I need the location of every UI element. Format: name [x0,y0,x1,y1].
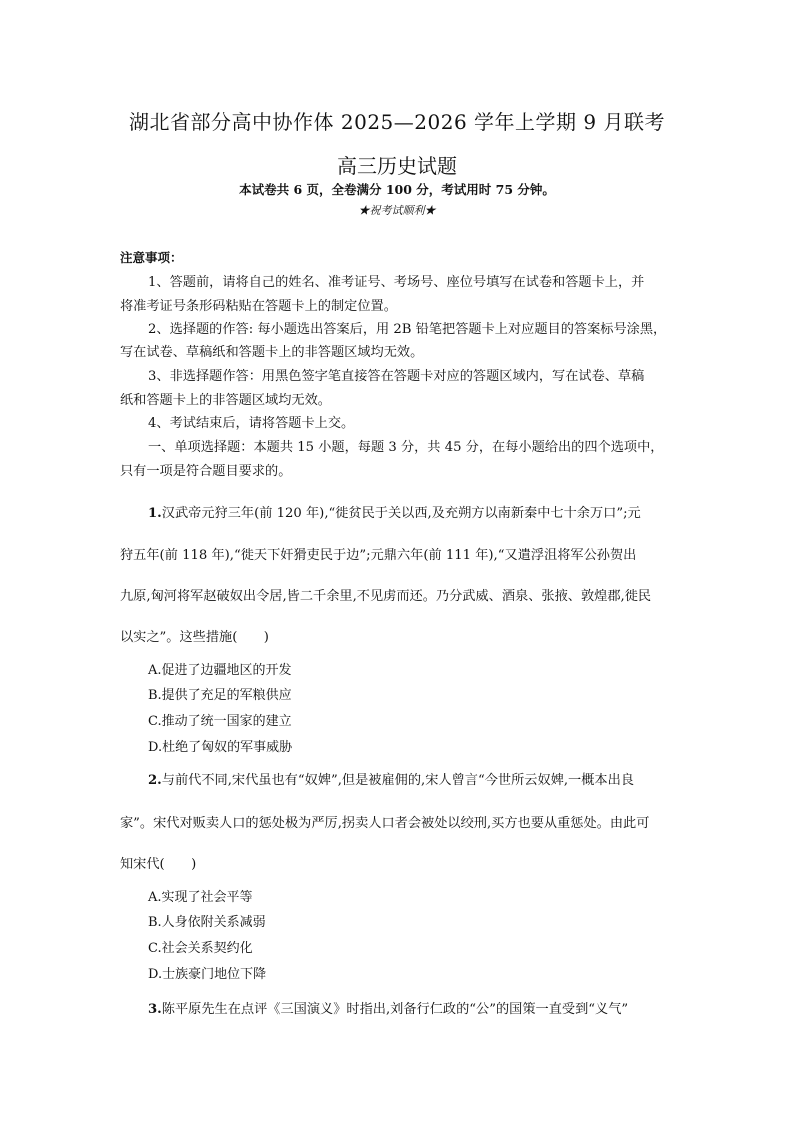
notice-line: 写在试卷、草稿纸和答题卡上的非答题区域均无效。 [120,345,424,360]
section-heading-cont: 只有一项是符合题目要求的。 [120,464,292,479]
question-3-line [148,998,628,1017]
notice-heading: 注意事项： [120,250,183,265]
exam-subject-title: 高三历史试题 [337,154,457,178]
notice-line: 将准考证号条形码粘贴在答题卡上的制定位置。 [120,299,397,314]
notice-line: 1、答题前，请将自己的姓名、准考证号、考场号、座位号填写在试卷和答题卡上，并 [148,275,645,290]
section-heading: 一、单项选择题：本题共 15 小题，每题 3 分，共 45 分，在每小题给出的四个选项中， [148,440,664,455]
good-luck-text: ★祝考试顺利★ [358,204,436,217]
question-text: 汉武帝元狩三年(前 120 年),“徙贫民于关以西,及充朔方以南新秦中七十余万口”;元 [161,506,641,521]
question-number: 1. [148,506,162,521]
notice-line: 2、选择题的作答: 每小题选出答案后，用 2B 铅笔把答题卡上对应题目的答案标号涂黑， [148,322,667,337]
option-a: A.实现了社会平等 [148,890,253,905]
question-text: 陈平原先生在点评《三国演义》时指出,刘备行仁政的“公”的国策一直受到“义气” [161,1002,629,1017]
notice-line: 3、非选择题作答：用黑色签字笔直接答在答题卡对应的答题区域内，写在试卷、草稿 [148,369,645,384]
option-d: D.杜绝了匈奴的军事威胁 [148,740,293,755]
notice-line: 纸和答题卡上的非答题区域均无效。 [120,393,331,408]
question-1-line: 狩五年(前 118 年),“徙天下奸猾吏民于边”;元鼎六年(前 111 年),“又遣浮沮将军公孙贺出 [120,548,637,563]
question-1-line: 九原,匈河将军赵破奴出令居,皆二千余里,不见虏而还。乃分武威、酒泉、张掖、敦煌郡,徙民 [120,589,652,604]
question-1-line: 以实之”。这些措施( ) [120,630,269,645]
question-2-line: 知宋代( ) [120,857,197,872]
option-b: B.提供了充足的军粮供应 [148,688,292,703]
question-number: 2. [148,773,162,788]
question-2-line [148,769,634,788]
option-c: C.社会关系契约化 [148,941,253,956]
option-a: A.促进了边疆地区的开发 [148,663,292,678]
exam-title: 湖北省部分高中协作体 2025—2026 学年上学期 9 月联考 [129,110,665,134]
question-2-line: 家”。宋代对贩卖人口的惩处极为严厉,拐卖人口者会被处以绞刑,买方也要从重惩处。由此可 [120,816,650,831]
question-text: 与前代不同,宋代虽也有“奴婢”,但是被雇佣的,宋人曾言“今世所云奴婢,一概本出良 [161,773,634,788]
option-d: D.士族豪门地位下降 [148,967,267,982]
exam-info: 本试卷共 6 页，全卷满分 100 分，考试用时 75 分钟。 [239,182,555,197]
question-number: 3. [148,1002,162,1017]
option-c: C.推动了统一国家的建立 [148,714,292,729]
option-b: B.人身依附关系减弱 [148,915,266,930]
question-1-line [148,502,641,521]
notice-line: 4、考试结束后，请将答题卡上交。 [148,416,355,431]
